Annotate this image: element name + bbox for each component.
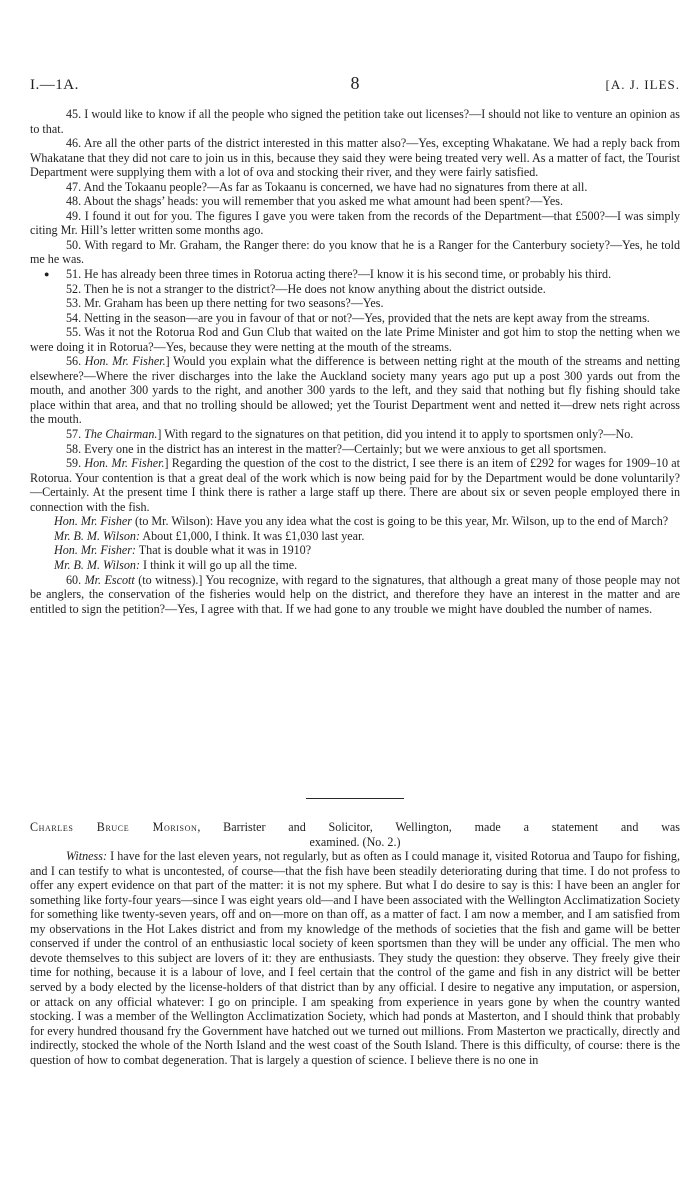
- section-divider: [306, 798, 404, 799]
- dialogue-line: Hon. Mr. Fisher (to Mr. Wilson): Have you any idea what the cost is going to be this year, Mr. Wilson, up to the end of March?: [54, 514, 669, 529]
- question-46: 46. Are all the other parts of the district interested in this matter also?—Yes, excepting Whakatane. We had a reply back from Whakatane that they did not care to join us in this, because they said they were being treated very well. As a matter of fact, the Tourist Department were supplying them with a lot of ova and stocking their river, and they were fairly satisfied.: [30, 136, 680, 180]
- question-60: 60. Mr. Escott (to witness).] You recognize, with regard to the signatures, that although a great many of those people may not be anglers, the conservation of the fisheries would help on the district, and therefore they have an interest in the matter and are entitled to sign the petition?—Yes, I agree with that. If we had gone to any trouble we might have doubled the number of names.: [30, 572, 680, 616]
- question-48: 48. About the shags’ heads: you will remember that you asked me what amount had been spent?—Yes.: [66, 194, 563, 209]
- question-49: 49. I found it out for you. The figures I gave you were taken from the records of the Department—that £500?—I was simply citing Mr. Hill’s letter written some months ago.: [30, 208, 680, 238]
- question-47: 47. And the Tokaanu people?—As far as Tokaanu is concerned, we have had no signatures from there at all.: [66, 179, 588, 194]
- question-57: 57. The Chairman.] With regard to the signatures on that petition, did you intend it to apply to sportsmen only?—No.: [66, 427, 634, 442]
- statement-heading-line2: examined. (No. 2.): [309, 834, 401, 849]
- dialogue-line: Hon. Mr. Fisher: That is double what it was in 1910?: [54, 543, 312, 558]
- question-56: 56. Hon. Mr. Fisher.] Would you explain what the difference is between netting right at the mouth of the streams and netting elsewhere?—Where the river discharges into the lake the Auckland society many years ago put up a post 300 yards out from the mouth, and another 300 yards to the right, and another 300 yards to the left, and they said that nothing but fly fishing should take place within that area, and that no trolling should be allowed; yet the Tourist Department went and netted it—drew nets right across the mouth.: [30, 354, 680, 427]
- question-58: 58. Every one in the district has an interest in the matter?—Certainly; but we were anxious to get all sportsmen.: [66, 441, 607, 456]
- question-59: 59. Hon. Mr. Fisher.] Regarding the question of the cost to the district, I see there is an item of £292 for wages for 1909–10 at Rotorua. Your contention is that a great deal of the work which is now being paid for by the Department would be done voluntarily?—Certainly. At the present time I think there is rather a large staff up there. There are about six or seven people employed there in connection with the fish.: [30, 456, 680, 514]
- question-45: 45. I would like to know if all the people who signed the petition take out licenses?—I should not like to venture an opinion as to that.: [30, 107, 680, 136]
- question-51: ● 51. He has already been three times in Rotorua acting there?—I know it is his second time, or probably his third.: [30, 267, 680, 282]
- witness-statement: Witness: I have for the last eleven years, not regularly, but as often as I could manage it, visited Rotorua and Taupo for fishing, and I can testify to what is uncontested, of course—that the fish have been steadily deteriorating during that time. I do not profess to offer any expert evidence on that part of the matter: it is not my sphere. But what I do desire to say is this: I have been an angler for something like forty-four years—since I was eight years old—and I have been associated with the Wellington Acclimatization Society for something like twenty-seven years, off and on—more on than off, as a matter of fact. I am now a member, and I am satisfied from my observations in the Hot Lakes district and from my knowledge of the methods of societies that the fish and game will be better conserved if under the control of an enthusiastic local society of keen sportsmen than they will be under any official. The men who devote themselves to this subject are lovers of it: they are enthusiasts. They study the question: they observe. They freely give their time for nothing, because it is a labour of love, and I feel certain that the control of the game and fish in any district will be better served by a body elected by the license-holders of that district than by any official. I desire to negative any imputation, or aspersion, or attack on any official whatever: I go on principle. I am speaking from experience in years gone by when the country wanted stocking. I was a member of the Wellington Acclimatization Society, which had ponds at Masterton, and I should think that probably for every hundred thousand fry the Government have hatched out we turned out millions. From Masterton we practically, directly and indirectly, stocked the whole of the North Island and the west coast of the South Island. There is this difficulty, of course: there is the question of how to combat degeneration. That is largely a question of science. I believe there is no one in: [30, 849, 680, 1067]
- witness-name: [A. J. ILES.: [605, 77, 680, 92]
- page-header: [30, 73, 680, 98]
- page-number: 8: [350, 73, 360, 93]
- question-53: 53. Mr. Graham has been up there netting for two seasons?—Yes.: [66, 296, 384, 311]
- document-page: [30, 0, 680, 1189]
- paper-reference: I.—1A.: [30, 77, 79, 93]
- statement-heading: Charles Bruce Morison, Barrister and Solicitor, Wellington, made a statement and was: [30, 820, 681, 834]
- question-50: 50. With regard to Mr. Graham, the Ranger there: do you know that he is a Ranger for the Canterbury society?—Yes, he told me he was.: [30, 237, 680, 267]
- dialogue-line: Mr. B. M. Wilson: About £1,000, I think. It was £1,030 last year.: [54, 528, 365, 543]
- dialogue-line: Mr. B. M. Wilson: I think it will go up all the time.: [54, 557, 298, 572]
- margin-mark: ●: [44, 269, 50, 280]
- evidence-block: [30, 107, 680, 616]
- question-54: 54. Netting in the season—are you in favour of that or not?—Yes, provided that the nets are kept away from the streams.: [66, 310, 650, 325]
- question-52: 52. Then he is not a stranger to the district?—He does not know anything about the district outside.: [66, 281, 546, 296]
- statement-block: [30, 820, 680, 1067]
- question-55: 55. Was it not the Rotorua Rod and Gun Club that waited on the late Prime Minister and got him to stop the netting when we were doing it in Rotorua?—Yes, because they were netting at the mouth of the streams.: [30, 325, 680, 354]
